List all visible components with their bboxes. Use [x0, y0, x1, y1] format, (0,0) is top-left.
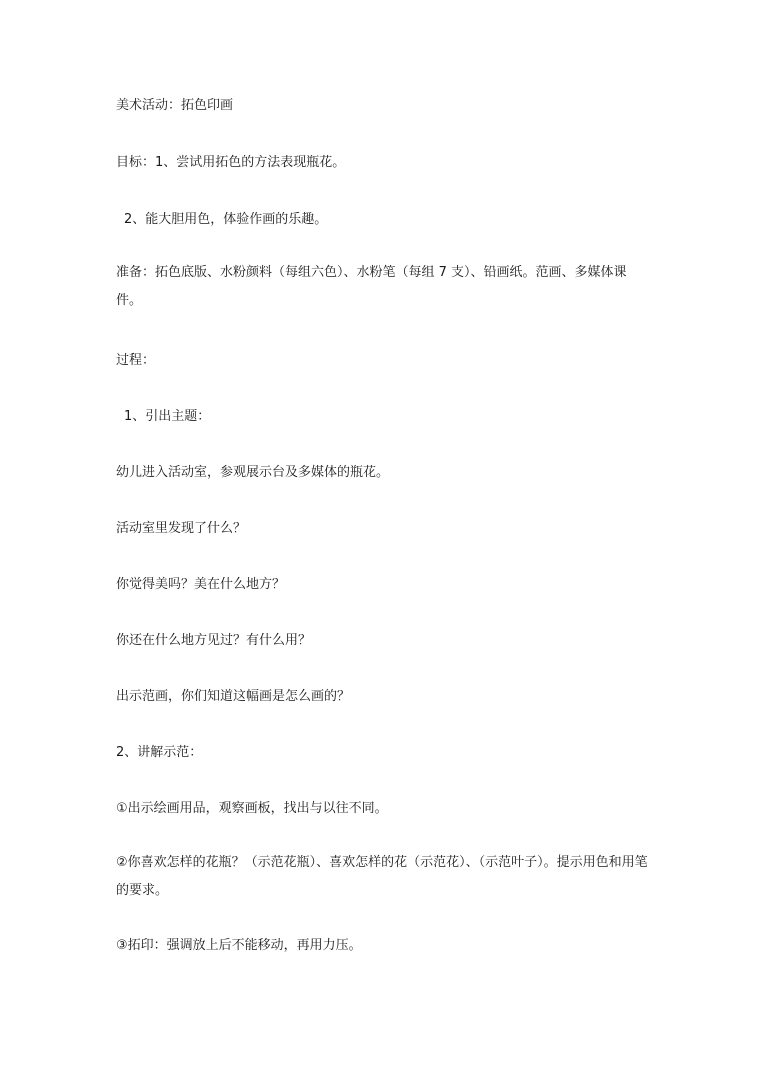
process-label: 过程：: [116, 353, 156, 368]
step-1-heading: 1、引出主题：: [124, 409, 211, 424]
document-title: 美术活动：拓色印画: [116, 98, 234, 113]
step-2-item-2: ②你喜欢怎样的花瓶？（示范花瓶）、喜欢怎样的花（示范花）、（示范叶子）。提示用色和用笔的要求。: [116, 855, 648, 898]
step-1-question-4: 出示范画，你们知道这幅画是怎么画的？: [116, 689, 351, 704]
step-2-heading: 2、讲解示范：: [116, 745, 203, 760]
step-1-question-1: 活动室里发现了什么？: [116, 521, 247, 536]
goal-1: 目标：1、尝试用拓色的方法表现瓶花。: [116, 155, 346, 170]
step-1-question-2: 你觉得美吗？美在什么地方？: [116, 577, 286, 592]
goal-2: 2、能大胆用色，体验作画的乐趣。: [124, 212, 328, 227]
preparation-paragraph: 准备：拓色底版、水粉颜料（每组六色）、水粉笔（每组 7 支）、铅画纸。范画、多媒体课件。: [116, 265, 627, 308]
step-2-item-1: ①出示绘画用品，观察画板，找出与以往不同。: [116, 801, 388, 816]
step-2-item-3: ③拓印：强调放上后不能移动，再用力压。: [116, 938, 362, 953]
step-1-question-3: 你还在什么地方见过？有什么用？: [116, 633, 312, 648]
step-1-paragraph: 幼儿进入活动室，参观展示台及多媒体的瓶花。: [116, 465, 390, 480]
